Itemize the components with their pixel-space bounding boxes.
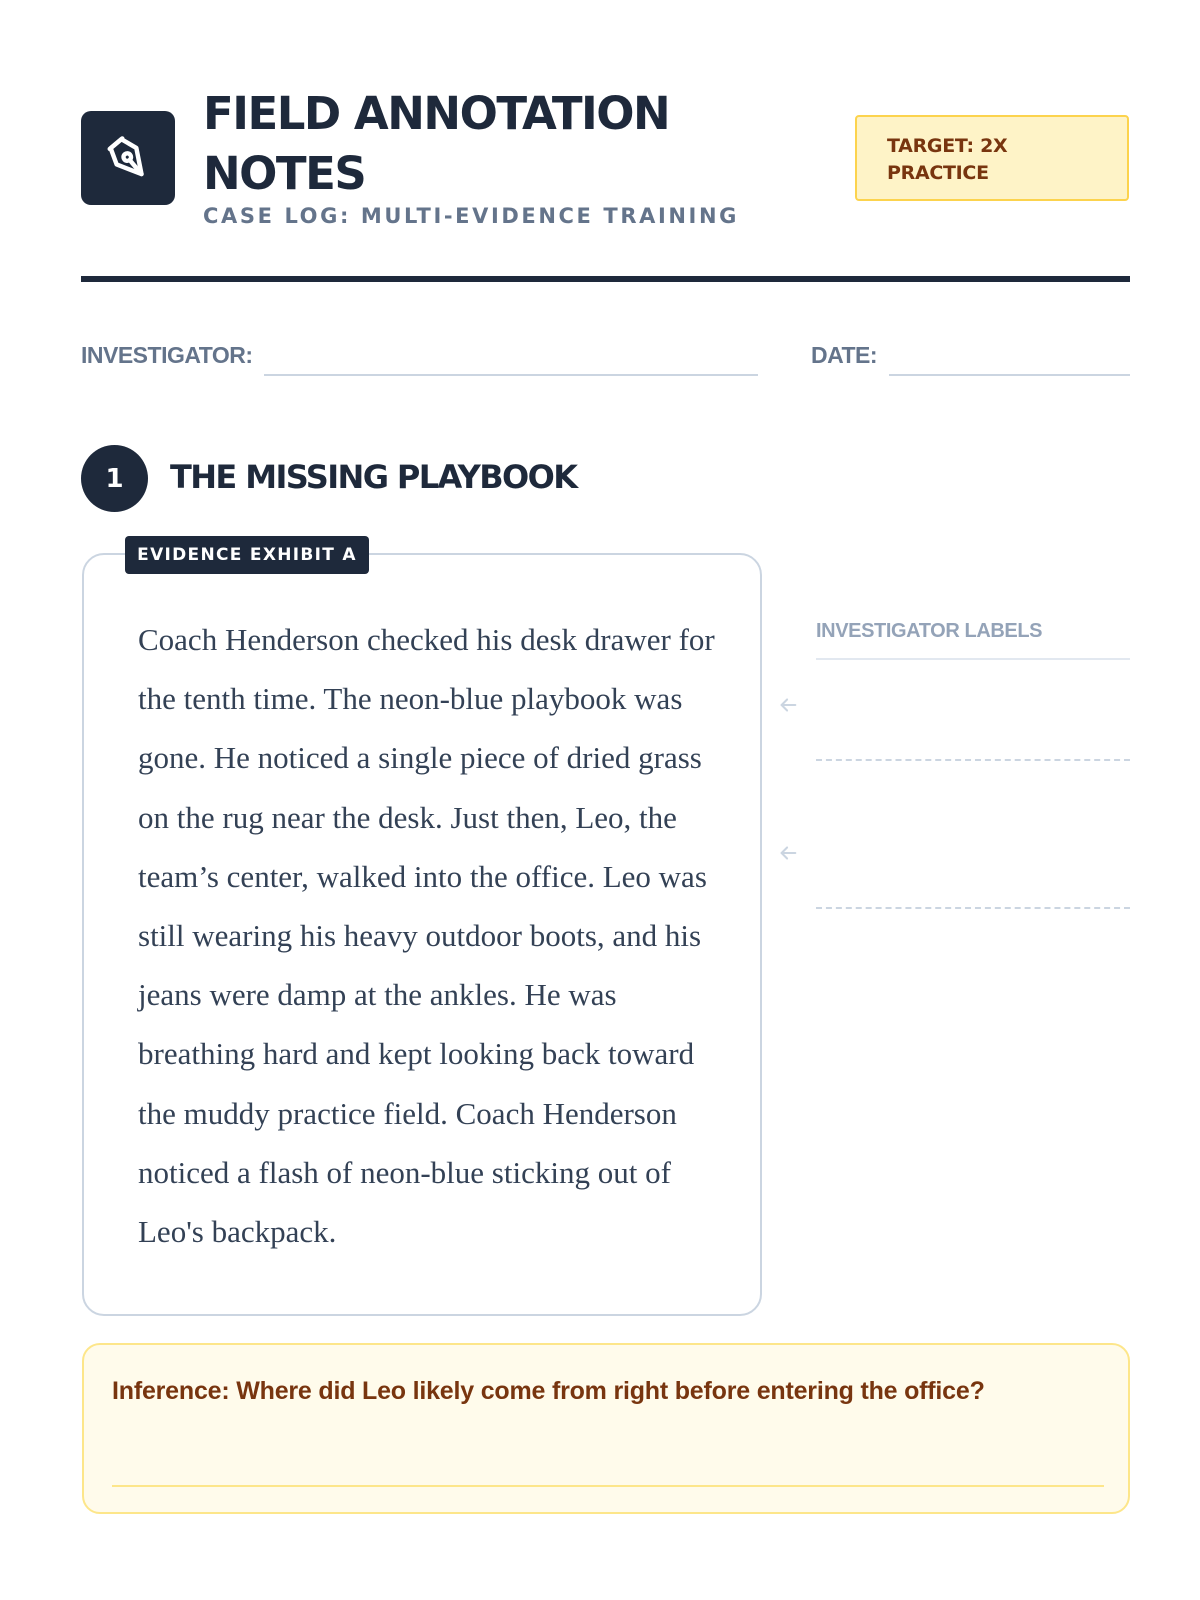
header-divider [81,276,1130,282]
inference-panel [82,1343,1130,1514]
inference-question: Inference: Where did Leo likely come from right before entering the office? [112,1377,985,1405]
evidence-text: Coach Henderson checked his desk drawer for the tenth time. The neon-blue playbook was gone. He noticed a single piece of dried grass on the rug near the desk. Just then, Leo, the team’s center, walked into the office. Leo was still wearing his heavy outdoor boots, and his jeans were damp at the ankles. He was breathing hard and kept looking back toward the muddy practice field. Coach Henderson noticed a flash of neon-blue sticking out of Leo's backpack. [138,622,715,1250]
target-line-2: PRACTICE [887,162,989,184]
page-title [203,84,669,204]
investigator-label: INVESTIGATOR: [81,342,253,368]
investigator-field[interactable] [264,374,758,376]
label-slot-2[interactable] [816,905,1130,909]
title-line-1: FIELD ANNOTATION [203,87,670,140]
section-title: THE MISSING PLAYBOOK [170,458,577,496]
evidence-tag: EVIDENCE EXHIBIT A [125,536,369,574]
title-line-2: NOTES [203,147,366,200]
logo-badge [81,111,175,205]
labels-heading-divider [816,658,1130,660]
target-badge [855,115,1129,201]
date-label: DATE: [811,342,878,368]
target-line-1: TARGET: 2X [887,135,1008,157]
arrow-left-icon [777,842,799,864]
date-field[interactable] [889,374,1130,376]
page-subtitle: CASE LOG: MULTI-EVIDENCE TRAINING [203,204,739,228]
section-number: 1 [81,445,148,512]
label-slot-1[interactable] [816,757,1130,761]
arrow-left-icon [777,694,799,716]
labels-heading: INVESTIGATOR LABELS [816,620,1043,642]
pen-nib-icon [100,130,156,186]
inference-answer-field[interactable] [112,1485,1104,1487]
